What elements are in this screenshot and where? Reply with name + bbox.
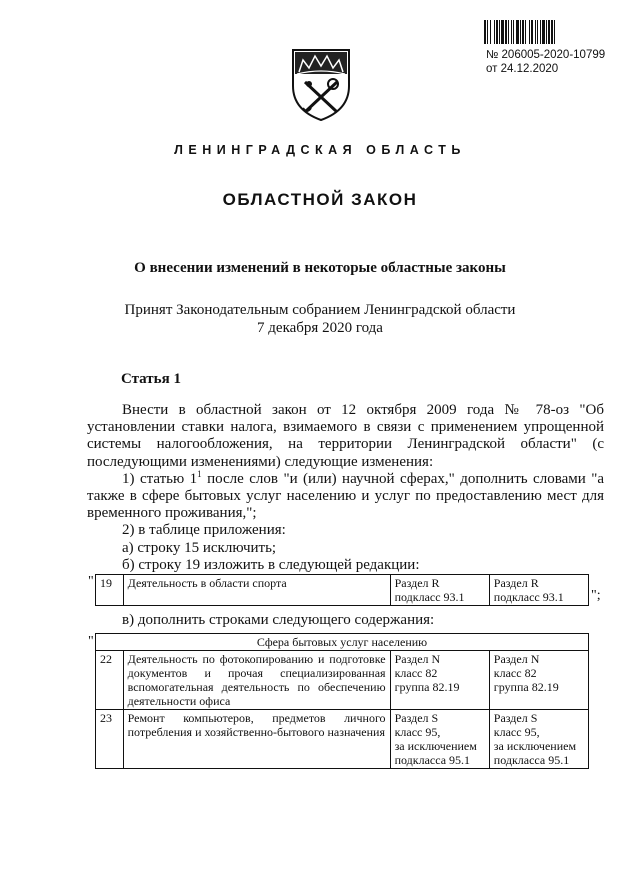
okved-cell — [489, 651, 588, 710]
row-number: 22 — [96, 651, 124, 710]
adoption-date: 7 декабря 2020 года — [257, 320, 383, 336]
item-2b-paragraph: б) строку 19 изложить в следующей редакции: — [122, 556, 420, 573]
item-1-superscript: 1 — [197, 468, 202, 479]
region-name: ЛЕНИНГРАДСКАЯ ОБЛАСТЬ — [174, 143, 466, 157]
barcode — [484, 20, 614, 44]
item-2c-paragraph: в) дополнить строками следующего содержания: — [122, 612, 435, 628]
okved-line: Раздел S — [493, 711, 538, 725]
okved-line: Раздел R — [394, 576, 440, 590]
quote-open: " — [88, 574, 94, 589]
adoption-body: Принят Законодательным собранием Ленинградской области — [124, 302, 516, 318]
intro-paragraph: Внести в областной закон от 12 октября 2009 года № 78-оз "Об установлении ставки налога, взимаемого в связи с применением упрощенной системы налогообложения, на территории Ленинградской области" (с последующими изменениями) следующие изменения: — [87, 402, 604, 470]
table-row — [96, 575, 589, 606]
okved-line: группа 82.19 — [394, 680, 460, 694]
okved-line: за исключением — [493, 739, 577, 753]
okved-line: Раздел N — [493, 652, 540, 666]
okved-line: Раздел N — [394, 652, 441, 666]
coat-of-arms-icon — [289, 42, 353, 122]
document-type: ОБЛАСТНОЙ ЗАКОН — [222, 190, 418, 209]
quote-open: " — [88, 634, 94, 649]
okved-line: подкласс 93.1 — [493, 590, 564, 604]
activity-cell: Деятельность по фотокопированию и подготовке документов и прочая специализированная вспомогательная деятельность по обеспечению деятельности офиса — [123, 651, 390, 710]
row-number: 23 — [96, 710, 124, 769]
okved-line: Раздел S — [394, 711, 439, 725]
okved-line: за исключением — [394, 739, 477, 753]
article-body — [87, 402, 604, 574]
activity-cell: Деятельность в области спорта — [123, 575, 390, 606]
quote-close: "; — [591, 588, 601, 603]
item-1-text-start: 1) статью 1 — [122, 470, 198, 487]
okved-line: класс 82 — [493, 666, 537, 680]
addition-table — [95, 633, 589, 769]
item-2a-paragraph: а) строку 15 исключить; — [122, 539, 277, 556]
okved-line: группа 82.19 — [493, 680, 559, 694]
replacement-table — [95, 574, 589, 606]
adoption-info — [0, 301, 640, 337]
okved-cell — [390, 710, 489, 769]
table-row — [96, 651, 589, 710]
item-1-text-end: после слов "и (или) научной сферах," дополнить словами "а также в сфере бытовых услуг населению и услуг по предоставлению мест для временного проживания,"; — [87, 470, 604, 522]
okved-line: класс 95, — [493, 725, 540, 739]
okved-line: Раздел R — [493, 576, 539, 590]
registration-number: № 206005-2020-10799 — [486, 49, 606, 61]
registration-info — [486, 48, 605, 76]
barcode-bar — [555, 20, 556, 44]
registration-date: от 24.12.2020 — [486, 63, 559, 75]
okved-cell — [489, 575, 588, 606]
item-1-paragraph — [87, 468, 604, 523]
okved-cell — [390, 651, 489, 710]
okved-line: класс 82 — [394, 666, 438, 680]
okved-cell — [390, 575, 489, 606]
section-header: Сфера бытовых услуг населению — [96, 634, 589, 651]
okved-cell — [489, 710, 588, 769]
table-section-row — [96, 634, 589, 651]
activity-cell: Ремонт компьютеров, предметов личного потребления и хозяйственно-бытового назначения — [123, 710, 390, 769]
okved-line: подкласс 93.1 — [394, 590, 465, 604]
article-heading: Статья 1 — [121, 371, 181, 387]
law-title: О внесении изменений в некоторые областные законы — [134, 260, 506, 276]
okved-line: подкласса 95.1 — [493, 753, 570, 767]
okved-line: класс 95, — [394, 725, 441, 739]
item-2-paragraph: 2) в таблице приложения: — [122, 522, 286, 539]
okved-line: подкласса 95.1 — [394, 753, 471, 767]
table-row — [96, 710, 589, 769]
row-number: 19 — [96, 575, 124, 606]
